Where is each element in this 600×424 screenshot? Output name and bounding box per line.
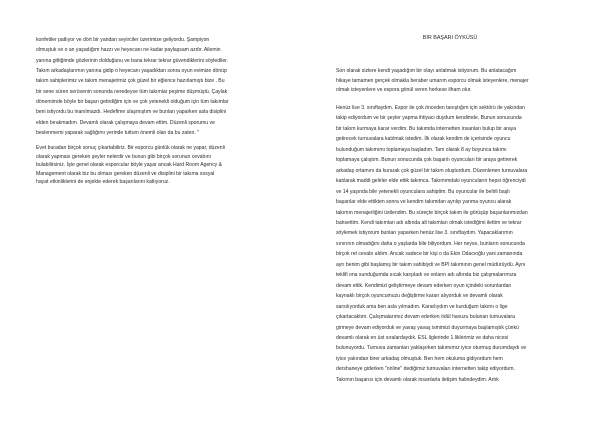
text-line: ve 14 yaşında bile yetenekli oyunculara sahiptim. Bu oyuncular ile belirli başlı xyxy=(336,188,510,195)
text-line: dönemimde böyle bir başarı getirdiğim için ve çok yetenekli olduğum için tüm takımlar xyxy=(36,99,229,106)
text-line: takım sahiplerimiz ve takım menajerimiz çok güzel bir eğlence hazırlamıştı bize . Bu xyxy=(36,78,225,85)
paragraph xyxy=(336,103,528,385)
text-line: takip ediyordum ve bir şeyler yapma ihtiyacı duydum kendimde. Bunun sonucunda xyxy=(336,115,522,122)
text-line: iyice yakından birer arkadaş olmuştuk. Ben hem okuluma gidiyordum hem xyxy=(336,355,503,362)
document-title: BİR BAŞARI ÖYKÜSÜ xyxy=(422,35,478,41)
text-line: konfetiler patlıyor ve dört bir yandan seyirciler üzerimize geliyordu. Şampiyon xyxy=(36,37,210,43)
text-line: başarılar elde ettikten sonra ve kendim takımdan ayrılıp yarıma oyuncu alarak xyxy=(336,199,512,206)
text-line: Management olarak biz bu olması gereken düzenli ve disiplini bir takıma sosyal xyxy=(36,170,215,177)
text-line: Son olarak sizlere kendi yaşadığım bir olayı anlatmak istiyorum. Bu anlatacağım xyxy=(336,68,517,74)
text-line: hikaye tamamen gerçek olmakla beraber umarım esporcu olmak isteyenlere, menajer xyxy=(336,77,529,84)
text-line: olmuştuk ve o an yaşadığım hazzı ve heyecanı ne kadar paylaşsam azdır. Ailemin xyxy=(36,47,221,54)
text-line: sarsılıyorduk ama ben asla yılmadım. Kararlıydım ve kurduğum takımı o lige xyxy=(336,303,508,310)
text-line: söylemek istiyorum bunları yaparken henüz lise 3. sınıftaydım. Yapacaklarımın xyxy=(336,230,513,237)
text-line: sınırının olmadığını daha o yaşlarda bile biliyordum. Her neyse, bunların sonucunda xyxy=(336,240,525,247)
text-line: toplamaya çalıştım. Bunun sonucunda çok başarılı oyuncuları bir araya getirerek xyxy=(336,157,518,164)
text-line: ayrı benim gibi başlamış bir takım sahibiydi ve BPI takımının genel müdürüydü. Aynı xyxy=(336,261,526,268)
text-line: bulunuyordu. Turnuva zamanları yaklaşırken takımımız iyice oturmuş durumdaydı ve xyxy=(336,345,527,352)
text-line: kaynaklı birçok oyuncumuzu değiştirme kararı alıyorduk ve devamlı olarak xyxy=(336,293,503,300)
text-line: olmak isteyenlere ve espora gönül veren herkese ilham olur. xyxy=(336,87,472,94)
text-line: Takım arkadaşlarımın yanına gidip o heyecanı yaşadıktan sonra oyun evimize dönüp xyxy=(36,68,227,75)
text-line: elden bırakmadım. Devamlı olarak çalışmaya devam ettim. Düzenli sporumu ve xyxy=(36,119,215,126)
paragraph xyxy=(36,35,229,138)
text-line: bahsettim. Kendi takımları adı altında alt takımları olmak istediğimi ilettim ve tekrar xyxy=(336,219,522,226)
text-line: hayat etkinliklerini de enjekte ederek başarılarını katlıyoruz. xyxy=(36,179,170,185)
text-line: Henüz lise 3. sınıftaydım. Espor ile çok önceden tanıştığım için sektörü de yakından xyxy=(336,105,525,111)
text-line: dershaneye giderken "online" dediğimiz turnuvaları internetten takip ediyordum. xyxy=(336,366,515,373)
text-line: olarak yapması gereken şeyler nelerdir ve bunun gibi birçok sorunun cevabını xyxy=(36,153,211,160)
text-line: getirecek turnuvalara katılmak istedim. İlk olarak kendim de içerisinde oyuncu xyxy=(336,136,511,143)
text-line: Evet buradan birçok sonuç çıkartabiliriz. Bir esporcu günlük olarak ne yapar, düzenli xyxy=(36,145,225,151)
text-line: devam ettik. Kendimizi geliştirmeye devam ederken oyun içindeki sorunlardan xyxy=(336,282,512,289)
text-line: birçok ret cevabı aldım. Ancak sadece bir kişi o da Ekin Odacıoğlu yani zamanında xyxy=(336,251,523,258)
text-line: arkadaş ortamını da kurarak çok güzel bir takım oluşturdum. Düzenlenen turnuvalara xyxy=(336,167,528,174)
text-line: girmeye devam ediyorduk ve yavaş yavaş ismimizi duyurmaya başlamıştık çünkü xyxy=(336,324,519,331)
right-page xyxy=(300,0,600,424)
paragraph xyxy=(36,144,225,187)
text-line: Takımın başarısı için devamlı olarak insanlarla iletişim halindeydim. Artık xyxy=(336,376,499,383)
paragraph xyxy=(336,67,529,96)
text-line: takımın menajerliğini üstlendim. Bu süreçte birçok takım ile görüşüp başarılarımızdan xyxy=(336,209,528,216)
text-line: bulabilirsiniz. İşte genel olarak esporcular böyle yaşar ancak Hard Room Agency & xyxy=(36,162,223,168)
text-line: beslenmemi yaparak sağlığımı yerinde tuttum önemli olan da bu zaten. " xyxy=(36,130,199,137)
text-line: katılarak maddi gelirler elde ettik takımca. Takımımdaki oyuncuların hepsi öğrenciydi xyxy=(336,178,526,185)
text-line: bir sene süren serüvenin sonunda neredeyse tüm takımlar peşime düşmüştü. Çaylak xyxy=(36,88,228,95)
text-line: teklifi ona sunduğumda sıcak karşıladı ve onların adı altında biz çalışmalarımıza xyxy=(336,272,517,279)
text-line: devamlı olarak en üst sıralardaydık. ESL liglerinde 1.liklerimiz ve daha nicesi xyxy=(336,334,509,341)
text-line: bulunduğum takımımı toplamaya başladım. Tam olarak 8 ay boyunca takımı xyxy=(336,146,507,153)
text-line: bir takım kurmaya karar verdim. Bu takımda internetten insanları bulup bir araya xyxy=(336,125,517,132)
text-line: yanına gittiğimde gözlerinin dolduğunu ve bana tekrar tekrar güvendiklerini söylediler. xyxy=(36,57,228,64)
text-line: beni istiyordu bu inanılmazdı. Hedefime ulaşmıştım ve bunları yaparken asla disiplini xyxy=(36,109,227,116)
text-line: çıkartacaktım. Çalışmalarımız devam ederken ödül havuzu bulunan turnuvalara xyxy=(336,314,515,321)
